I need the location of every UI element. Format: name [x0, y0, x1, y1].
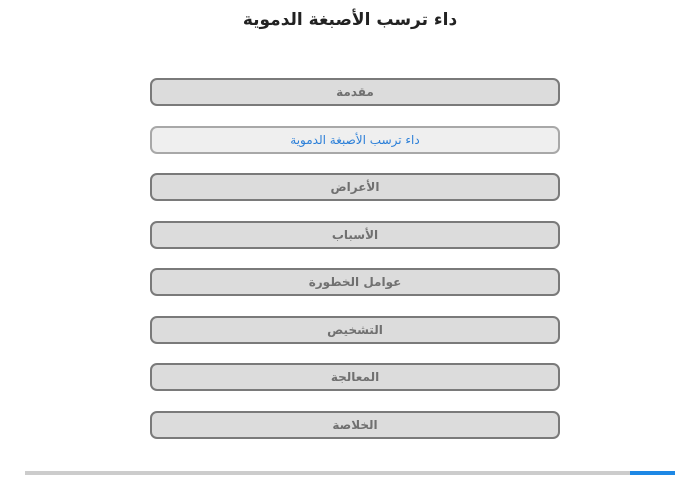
- menu-item-introduction[interactable]: [150, 78, 560, 106]
- progress-bar: [25, 471, 675, 475]
- menu-item-risk-factors[interactable]: [150, 268, 560, 296]
- menu-item-label: الخلاصة: [332, 417, 378, 432]
- menu-item-symptoms[interactable]: [150, 173, 560, 201]
- menu-item-label: الأعراض: [330, 180, 380, 194]
- menu-item-label: الأسباب: [331, 227, 379, 242]
- menu: [150, 78, 560, 458]
- menu-item-hemochromatosis[interactable]: [150, 126, 560, 154]
- menu-item-label: عوامل الخطورة: [308, 275, 402, 289]
- menu-item-label: التشخيص: [327, 322, 383, 337]
- menu-item-causes[interactable]: [150, 221, 560, 249]
- menu-item-label: مقدمة: [336, 85, 374, 99]
- menu-item-diagnosis[interactable]: [150, 316, 560, 344]
- menu-item-label: المعالجة: [330, 370, 380, 384]
- menu-item-label: داء ترسب الأصبغة الدموية: [290, 132, 420, 147]
- page-title: داء ترسب الأصبغة الدموية: [242, 10, 458, 30]
- menu-item-treatment[interactable]: [150, 363, 560, 391]
- menu-item-summary[interactable]: [150, 411, 560, 439]
- progress-bar-fill: [630, 471, 676, 475]
